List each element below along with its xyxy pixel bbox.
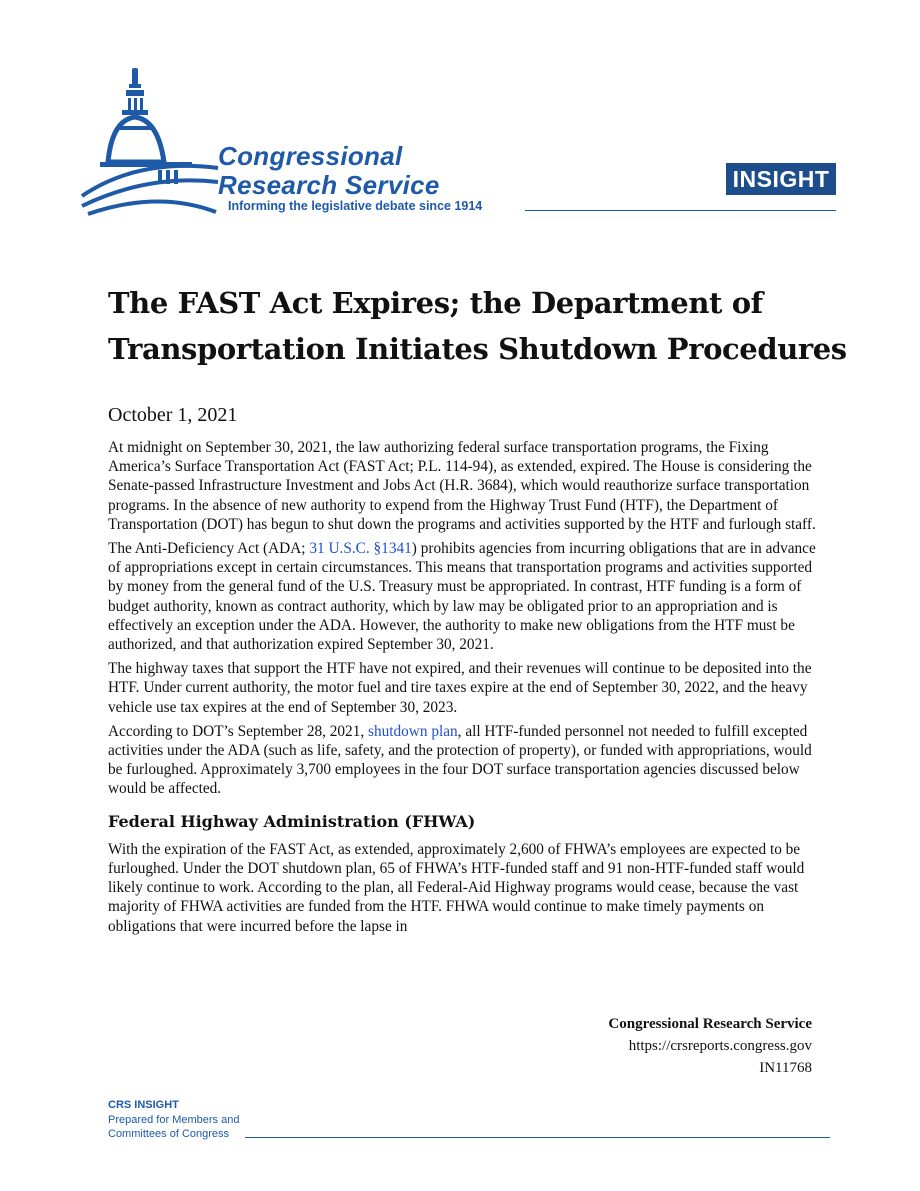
crs-logo-wordmark xyxy=(218,142,440,200)
page-title xyxy=(108,280,847,372)
crs-insight-footer xyxy=(108,1098,239,1142)
crs-capitol-dome-logo xyxy=(78,62,226,222)
article-body xyxy=(108,438,818,941)
insight-badge: INSIGHT xyxy=(726,163,836,195)
paragraph-shutdown-plan xyxy=(108,722,818,799)
logo-tagline: Informing the legislative debate since 1914 xyxy=(228,199,483,213)
title-line-2: Transportation Initiates Shutdown Procedures xyxy=(108,332,847,366)
footer-org: Congressional Research Service xyxy=(608,1016,812,1032)
paragraph-ada-start: The Anti-Deficiency Act (ADA; xyxy=(108,540,310,558)
paragraph-plan-start: According to DOT’s September 28, 2021, xyxy=(108,722,369,740)
title-line-1: The FAST Act Expires; the Department of xyxy=(108,286,763,320)
logo-org-line1: Congressional xyxy=(218,141,403,171)
logo-org-line2: Research Service xyxy=(218,170,440,200)
paragraph-ada xyxy=(108,539,818,654)
paragraph-plan-end: , all HTF-funded personnel not needed to fulfill excepted activities under the ADA (such as life, safety, and the protection of property), or funded with appropriations, would be furloughed. Approximately 3,700 employees in the four DOT surface transportation agencies discussed below would be affected. xyxy=(108,722,812,798)
footer-info xyxy=(608,1013,812,1079)
paragraph-ada-end: ) prohibits agencies from incurring obligations that are in advance of appropriations except in certain circumstances. This means that transportation programs and activities supported by money from the general fund of the U.S. Treasury must be appropriated. In contrast, HTF funding is a form of budget authority, known as contract authority, which by law may be obligated prior to an appropriation and is effectively an exception under the ADA. However, the authority to make new obligations from the HTF must be authorized, and that authorization expired September 30, 2021. xyxy=(108,540,816,654)
paragraph-intro: At midnight on September 30, 2021, the law authorizing federal surface transportation programs, the Fixing America’s Surface Transportation Act (FAST Act; P.L. 114-94), as extended, expired. The House is considering the Senate-passed Infrastructure Investment and Jobs Act (H.R. 3684), which would reauthorize surface transportation programs. In the absence of new authority to expend from the Highway Trust Fund (HTF), the Department of Transportation (DOT) has begun to shut down the programs and activities supported by the HTF and furlough staff. xyxy=(108,439,816,533)
paragraph-fhwa: With the expiration of the FAST Act, as extended, approximately 2,600 of FHWA’s employees are expected to be furloughed. Under the DOT shutdown plan, 65 of FHWA’s HTF-funded staff and 91 non-HTF-funded staff would likely continue to work. According to the plan, all Federal-Aid Highway programs would cease, because the vast majority of FHWA activities are funded from the HTF. FHWA would continue to make timely payments on obligations that were incurred before the lapse in xyxy=(108,840,805,935)
usc-1341-link[interactable]: 31 U.S.C. §1341 xyxy=(309,540,412,558)
footer-report-id: IN11768 xyxy=(759,1060,812,1076)
footer-url: https://crsreports.congress.gov xyxy=(628,1038,812,1054)
publication-date: October 1, 2021 xyxy=(108,404,238,426)
prepared-for-line2: Committees of Congress xyxy=(108,1128,230,1140)
paragraph-taxes: The highway taxes that support the HTF have not expired, and their revenues will continue to be deposited into the HTF. Under current authority, the motor fuel and tire taxes expire at the end of September 30, 2022, and the heavy vehicle use tax expires at the end of September 30, 2023. xyxy=(108,660,812,716)
header-rule xyxy=(525,210,836,211)
footer-rule xyxy=(245,1137,830,1138)
prepared-for-line1: Prepared for Members and xyxy=(108,1113,240,1126)
shutdown-plan-link[interactable]: shutdown plan xyxy=(368,722,458,740)
section-heading-fhwa: Federal Highway Administration (FHWA) xyxy=(108,811,476,831)
crs-insight-label: CRS INSIGHT xyxy=(108,1099,179,1111)
